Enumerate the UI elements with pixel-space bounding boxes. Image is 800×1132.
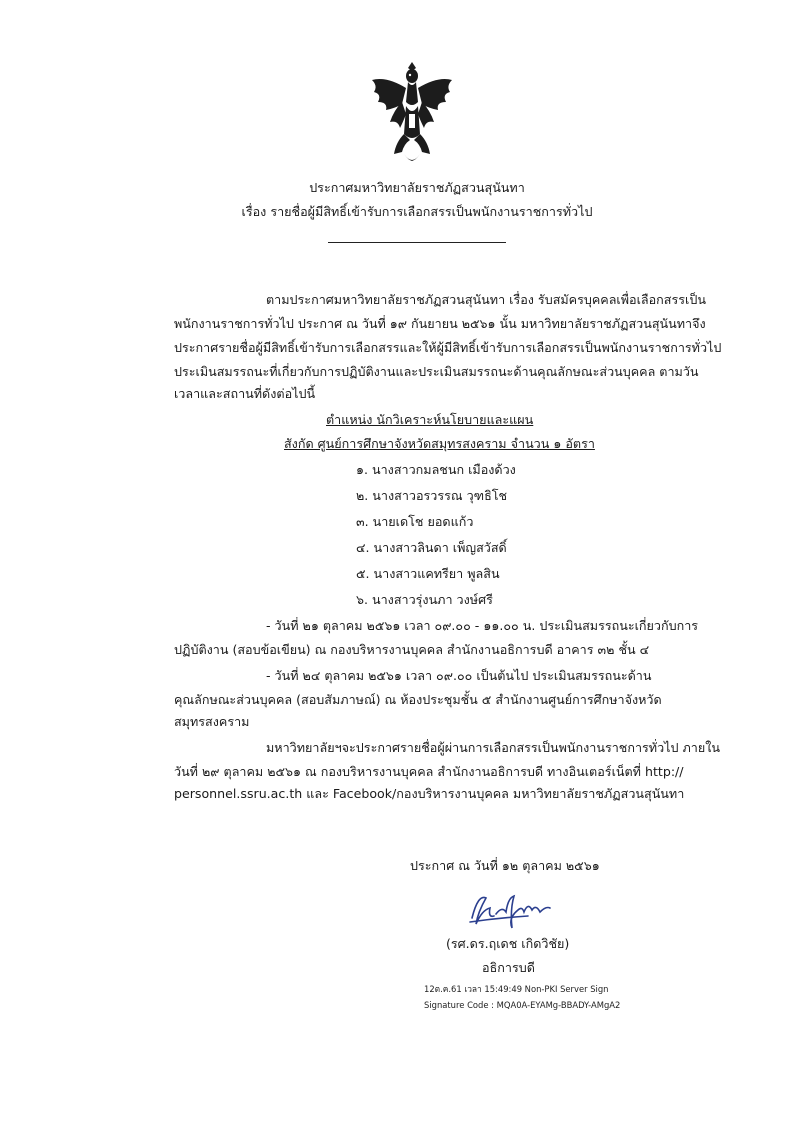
signature-code: Signature Code : MQA0A-EYAMg-BBADY-AMgA2: [424, 1000, 621, 1010]
intro-line-4: ประเมินสมรรถนะที่เกี่ยวกับการปฏิบัติงานและประเมินสมรรถนะด้านคุณลักษณะส่วนบุคคล ตามวัน: [174, 364, 699, 379]
position-heading: ตำแหน่ง นักวิเคราะห์นโยบายและแผน: [326, 412, 534, 427]
candidate-item: ๓. นายเดโช ยอดแก้ว: [356, 514, 474, 529]
schedule-2-line-1: - วันที่ ๒๔ ตุลาคม ๒๕๖๑ เวลา ๐๙.๐๐ เป็นต้นไป ประเมินสมรรถนะด้าน: [266, 668, 652, 683]
schedule-2-line-2: คุณลักษณะส่วนบุคคล (สอบสัมภาษณ์) ณ ห้องประชุมชั้น ๕ สำนักงานศูนย์การศึกษาจังหวัด: [174, 692, 662, 707]
intro-line-3: ประกาศรายชื่อผู้มีสิทธิ์เข้ารับการเลือกสรรและให้ผู้มีสิทธิ์เข้ารับการเลือกสรรเป็นพนักงานราชการทั่วไป: [174, 340, 722, 355]
signature: [468, 888, 564, 932]
intro-line-2: พนักงานราชการทั่วไป ประกาศ ณ วันที่ ๑๙ กันยายน ๒๕๖๑ นั้น มหาวิทยาลัยราชภัฏสวนสุนันทาจึง: [174, 316, 706, 331]
announcement-date: ประกาศ ณ วันที่ ๑๒ ตุลาคม ๒๕๖๑: [410, 858, 600, 873]
closing-line-3: personnel.ssru.ac.th และ Facebook/กองบริหารงานบุคคล มหาวิทยาลัยราชภัฏสวนสุนันทา: [174, 786, 685, 801]
candidate-item: ๑. นางสาวกมลชนก เมืองด้วง: [356, 462, 516, 477]
closing-line-2: วันที่ ๒๙ ตุลาคม ๒๕๖๑ ณ กองบริหารงานบุคคล สำนักงานอธิการบดี ทางอินเตอร์เน็ตที่ http://: [174, 764, 684, 779]
candidate-item: ๕. นางสาวแคทรียา พูลสิน: [356, 566, 500, 581]
closing-line-1: มหาวิทยาลัยฯจะประกาศรายชื่อผู้ผ่านการเลือกสรรเป็นพนักงานราชการทั่วไป ภายใน: [266, 740, 721, 755]
candidate-item: ๖. นางสาวรุ่งนภา วงษ์ศรี: [356, 592, 493, 607]
candidate-item: ๔. นางสาวลินดา เพ็ญสวัสดิ์: [356, 540, 507, 555]
signer-title: อธิการบดี: [482, 960, 535, 975]
signer-name: (รศ.ดร.ฤเดช เกิดวิชัย): [446, 936, 570, 951]
schedule-2-line-3: สมุทรสงคราม: [174, 714, 250, 729]
schedule-1-line-2: ปฏิบัติงาน (สอบข้อเขียน) ณ กองบริหารงานบุคคล สำนักงานอธิการบดี อาคาร ๓๒ ชั้น ๔: [174, 642, 650, 657]
sign-metadata: 12ต.ค.61 เวลา 15:49:49 Non-PKI Server Sign: [424, 984, 609, 994]
intro-line-1: ตามประกาศมหาวิทยาลัยราชภัฏสวนสุนันทา เรื่อง รับสมัครบุคคลเพื่อเลือกสรรเป็น: [266, 292, 706, 307]
announcement-subject: เรื่อง รายชื่อผู้มีสิทธิ์เข้ารับการเลือกสรรเป็นพนักงานราชการทั่วไป: [241, 204, 593, 219]
header-divider: [328, 242, 506, 243]
candidate-item: ๒. นางสาวอรวรรณ วุฑธิโช: [356, 488, 508, 503]
announcement-title: ประกาศมหาวิทยาลัยราชภัฏสวนสุนันทา: [309, 180, 525, 195]
garuda-emblem: [364, 58, 460, 168]
schedule-1-line-1: - วันที่ ๒๑ ตุลาคม ๒๕๖๑ เวลา ๐๙.๐๐ - ๑๑.๐๐ น. ประเมินสมรรถนะเกี่ยวกับการ: [266, 618, 699, 633]
intro-line-5: เวลาและสถานที่ดังต่อไปนี้: [174, 386, 316, 401]
department-heading: สังกัด ศูนย์การศึกษาจังหวัดสมุทรสงคราม จำนวน ๑ อัตรา: [284, 436, 595, 451]
